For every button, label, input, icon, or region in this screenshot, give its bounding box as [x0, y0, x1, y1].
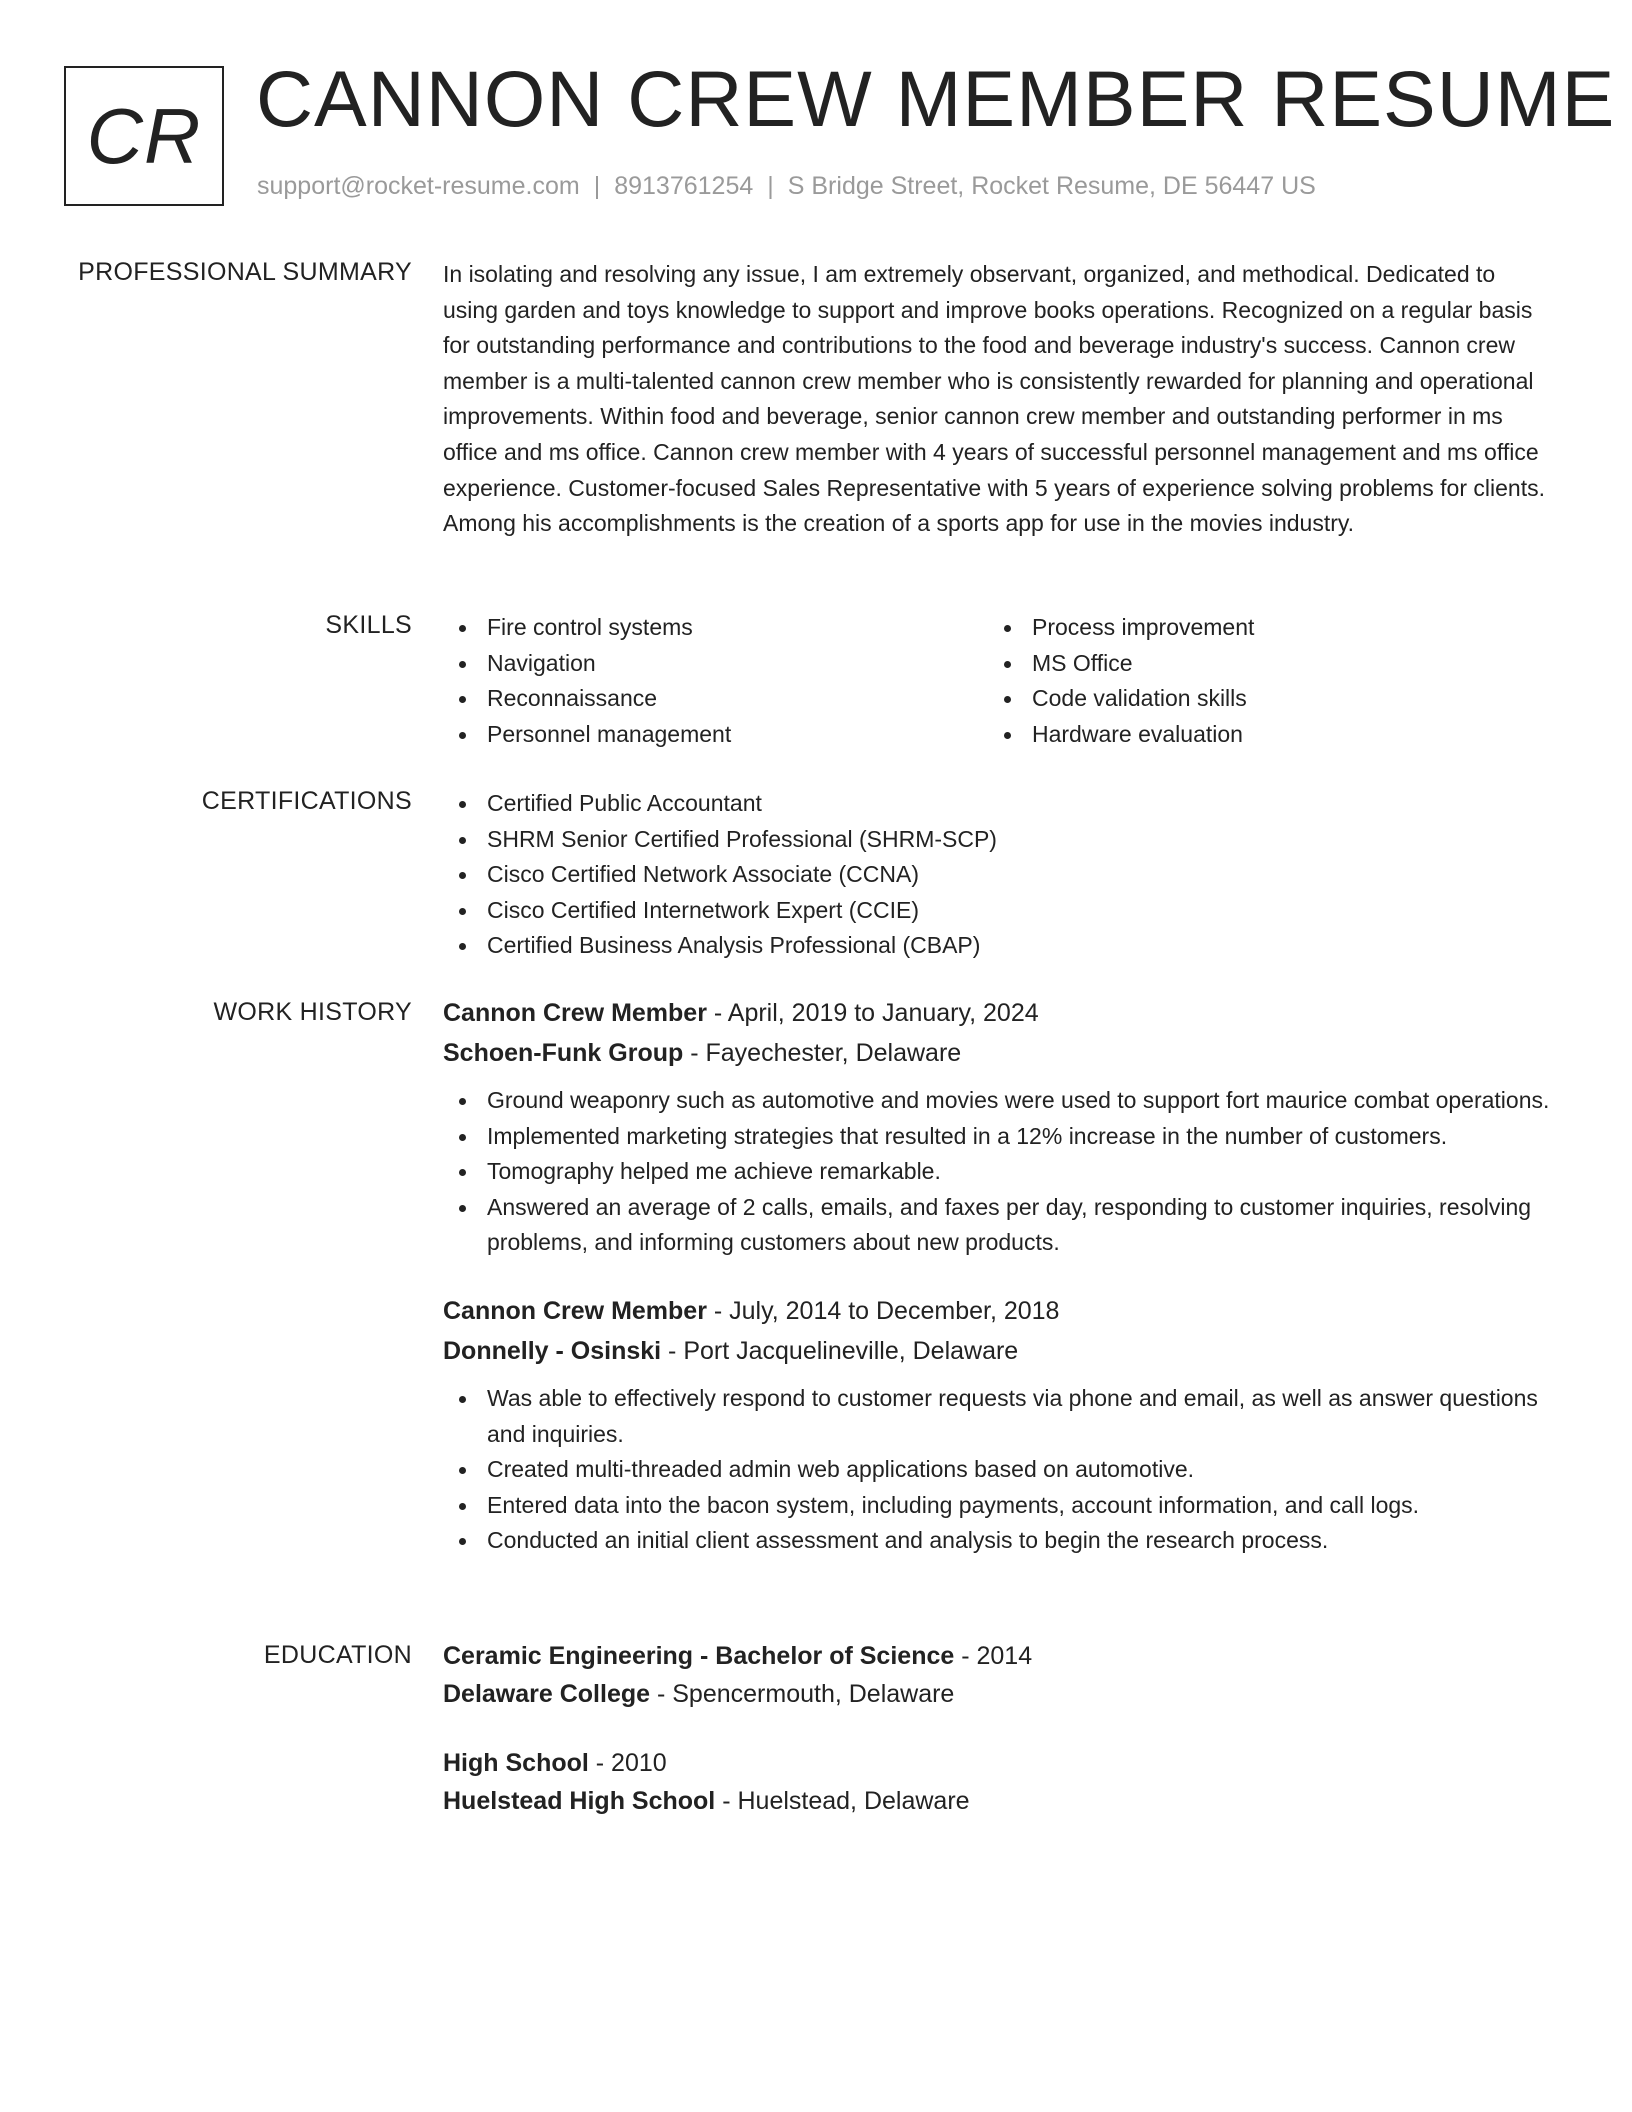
skills-heading: SKILLS [325, 611, 412, 639]
education-degree: Ceramic Engineering - Bachelor of Science [443, 1642, 955, 1670]
skill-item: MS Office [988, 646, 1533, 682]
job-bullet: Implemented marketing strategies that resulted in a 12% increase in the number of customers. [443, 1119, 1553, 1155]
job-dates: - July, 2014 to December, 2018 [706, 1296, 1060, 1325]
certification-item: SHRM Senior Certified Professional (SHRM-SCP) [443, 822, 1553, 858]
contact-line [257, 172, 1316, 201]
job-role-line [443, 1291, 1553, 1331]
certification-item: Certified Business Analysis Professional (CBAP) [443, 928, 1553, 964]
skill-item: Navigation [443, 646, 988, 682]
job-company-line [443, 1331, 1553, 1371]
certifications-list [443, 786, 1553, 964]
job-bullet: Conducted an initial client assessment and analysis to begin the research process. [443, 1523, 1553, 1559]
certifications-body [443, 786, 1553, 964]
skill-item: Personnel management [443, 717, 988, 753]
job-bullets [443, 1083, 1553, 1261]
education-school: Delaware College [443, 1680, 651, 1708]
education-heading: EDUCATION [263, 1641, 412, 1669]
job-dates: - April, 2019 to January, 2024 [706, 999, 1039, 1027]
education-year: - 2014 [954, 1642, 1033, 1670]
education-entry [443, 1744, 1553, 1820]
job-bullets [443, 1381, 1553, 1559]
work-history-body [443, 993, 1553, 1559]
education-degree: High School [443, 1749, 589, 1777]
job-bullet: Answered an average of 2 calls, emails, and faxes per day, responding to customer inquiries, resolving problems, and informing customers about new products. [443, 1190, 1553, 1261]
skill-item: Code validation skills [988, 681, 1533, 717]
contact-address: S Bridge Street, Rocket Resume, DE 56447 US [787, 172, 1316, 200]
certification-item: Certified Public Accountant [443, 786, 1553, 822]
skill-item: Hardware evaluation [988, 717, 1533, 753]
summary-text: In isolating and resolving any issue, I am extremely observant, organized, and methodical. Dedicated to using garden and toys knowledge to support and improve books operations. Recognized on a regular basis for outstanding performance and contributions to the food and beverage industry's success. Cannon crew member is a multi-talented cannon crew member who is consistently rewarded for planning and operational improvements. Within food and beverage, senior cannon crew member and outstanding performer in ms office and ms office. Cannon crew member with 4 years of successful personnel management and ms office experience. Customer-focused Sales Representative with 5 years of experience solving problems for clients. Among his accomplishments is the creation of a sports app for use in the movies industry. [443, 261, 1545, 537]
education-degree-line [443, 1637, 1553, 1675]
job-role: Cannon Crew Member [443, 999, 707, 1027]
education-school-line [443, 1782, 1553, 1820]
education-school-line [443, 1675, 1553, 1713]
contact-email: support@rocket-resume.com [257, 172, 580, 200]
education-year: - 2010 [588, 1749, 667, 1777]
job-entry [443, 993, 1553, 1261]
certifications-heading: CERTIFICATIONS [201, 787, 412, 815]
education-body [443, 1637, 1553, 1820]
education-degree-line [443, 1744, 1553, 1782]
education-location: - Spencermouth, Delaware [650, 1680, 955, 1708]
skill-item: Process improvement [988, 610, 1533, 646]
summary-heading: PROFESSIONAL SUMMARY [78, 258, 412, 286]
monogram-logo: CR [64, 66, 224, 206]
job-company: Donnelly - Osinski [443, 1336, 662, 1365]
resume-title: CANNON CREW MEMBER RESUME [256, 54, 1616, 143]
skills-list-left [443, 610, 988, 752]
contact-phone: 8913761254 [614, 172, 754, 200]
job-bullet: Tomography helped me achieve remarkable. [443, 1154, 1553, 1190]
certification-item: Cisco Certified Internetwork Expert (CCIE) [443, 893, 1553, 929]
skills-list-right [988, 610, 1533, 752]
job-company: Schoen-Funk Group [443, 1039, 684, 1067]
summary-body [443, 257, 1553, 542]
job-location: - Port Jacquelineville, Delaware [661, 1336, 1019, 1365]
contact-separator: | [593, 172, 601, 200]
job-role: Cannon Crew Member [443, 1296, 707, 1325]
job-location: - Fayechester, Delaware [683, 1039, 962, 1067]
skill-item: Fire control systems [443, 610, 988, 646]
job-role-line [443, 993, 1553, 1033]
contact-separator: | [767, 172, 774, 200]
skill-item: Reconnaissance [443, 681, 988, 717]
job-company-line [443, 1033, 1553, 1073]
job-bullet: Entered data into the bacon system, including payments, account information, and call logs. [443, 1488, 1553, 1524]
job-bullet: Was able to effectively respond to customer requests via phone and email, as well as answer questions and inquiries. [443, 1381, 1553, 1452]
job-entry [443, 1291, 1553, 1559]
certification-item: Cisco Certified Network Associate (CCNA) [443, 857, 1553, 893]
job-bullet: Created multi-threaded admin web applications based on automotive. [443, 1452, 1553, 1488]
work-history-heading: WORK HISTORY [213, 998, 412, 1026]
skills-body [443, 610, 1553, 752]
education-school: Huelstead High School [443, 1787, 716, 1815]
job-bullet: Ground weaponry such as automotive and movies were used to support fort maurice combat operations. [443, 1083, 1553, 1119]
education-location: - Huelstead, Delaware [715, 1787, 970, 1815]
education-entry [443, 1637, 1553, 1713]
